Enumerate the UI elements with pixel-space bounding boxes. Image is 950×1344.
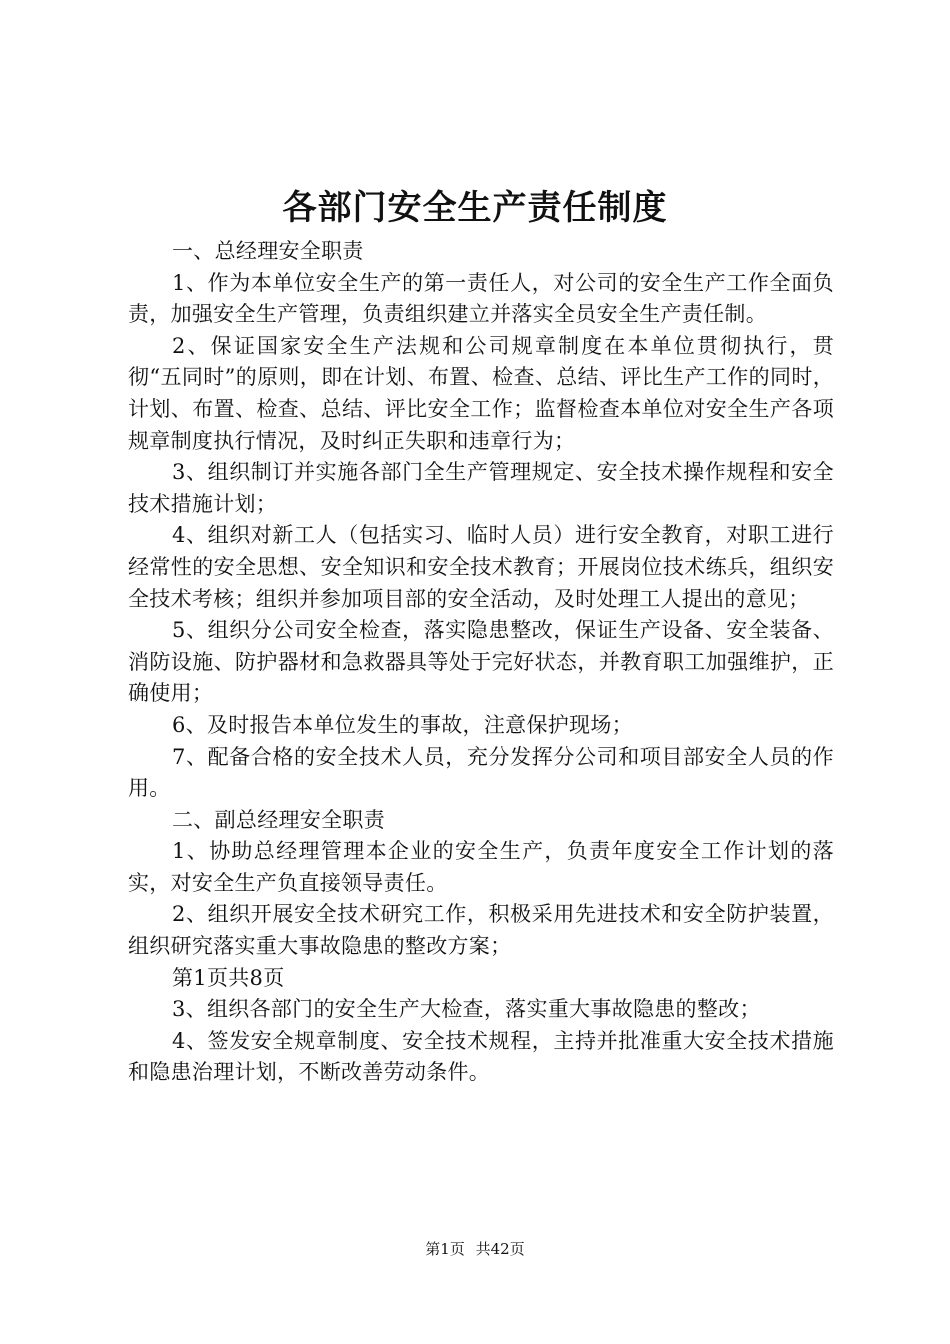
paragraph: 1、作为本单位安全生产的第一责任人，对公司的安全生产工作全面负责，加强安全生产管理，负责组织建立并落实全员安全生产责任制。 (128, 270, 834, 327)
page-total: 共42页 (475, 1240, 525, 1258)
document-body (128, 236, 834, 1089)
paragraph: 3、组织各部门的安全生产大检查，落实重大事故隐患的整改； (172, 997, 761, 1022)
paragraph: 4、签发安全规章制度、安全技术规程，主持并批准重大安全技术措施和隐患治理计划，不断改善劳动条件。 (128, 1028, 834, 1085)
paragraph: 5、组织分公司安全检查，落实隐患整改，保证生产设备、安全装备、消防设施、防护器材和急救器具等处于完好状态，并教育职工加强维护，正确使用； (128, 618, 834, 706)
paragraph: 2、组织开展安全技术研究工作，积极采用先进技术和安全防护装置，组织研究落实重大事故隐患的整改方案； (128, 902, 834, 959)
page-number: 第1页 (425, 1240, 465, 1258)
paragraph: 1、协助总经理管理本企业的安全生产，负责年度安全工作计划的落实，对安全生产负直接领导责任。 (128, 839, 834, 895)
section-heading: 二、副总经理安全职责 (172, 807, 385, 832)
paragraph: 6、及时报告本单位发生的事故，注意保护现场； (172, 712, 633, 737)
document-title: 各部门安全生产责任制度 (282, 188, 668, 228)
section-heading: 一、总经理安全职责 (172, 239, 364, 263)
paragraph: 3、组织制订并实施各部门全生产管理规定、安全技术操作规程和安全技术措施计划； (128, 460, 834, 516)
page-footer (0, 1237, 950, 1261)
paragraph: 4、组织对新工人（包括实习、临时人员）进行安全教育，对职工进行经常性的安全思想、安全知识和安全技术教育；开展岗位技术练兵，组织安全技术考核；组织并参加项目部的安全活动，及时处理工人提出的意见； (128, 523, 834, 611)
paragraph: 2、保证国家安全生产法规和公司规章制度在本单位贯彻执行，贯彻“五同时”的原则，即在计划、布置、检查、总结、评比生产工作的同时，计划、布置、检查、总结、评比安全工作；监督检查本单位对安全生产各项规章制度执行情况，及时纠正失职和违章行为； (128, 333, 834, 453)
paragraph: 7、配备合格的安全技术人员，充分发挥分公司和项目部安全人员的作用。 (128, 744, 834, 801)
inline-page-marker: 第1页共8页 (172, 965, 285, 990)
